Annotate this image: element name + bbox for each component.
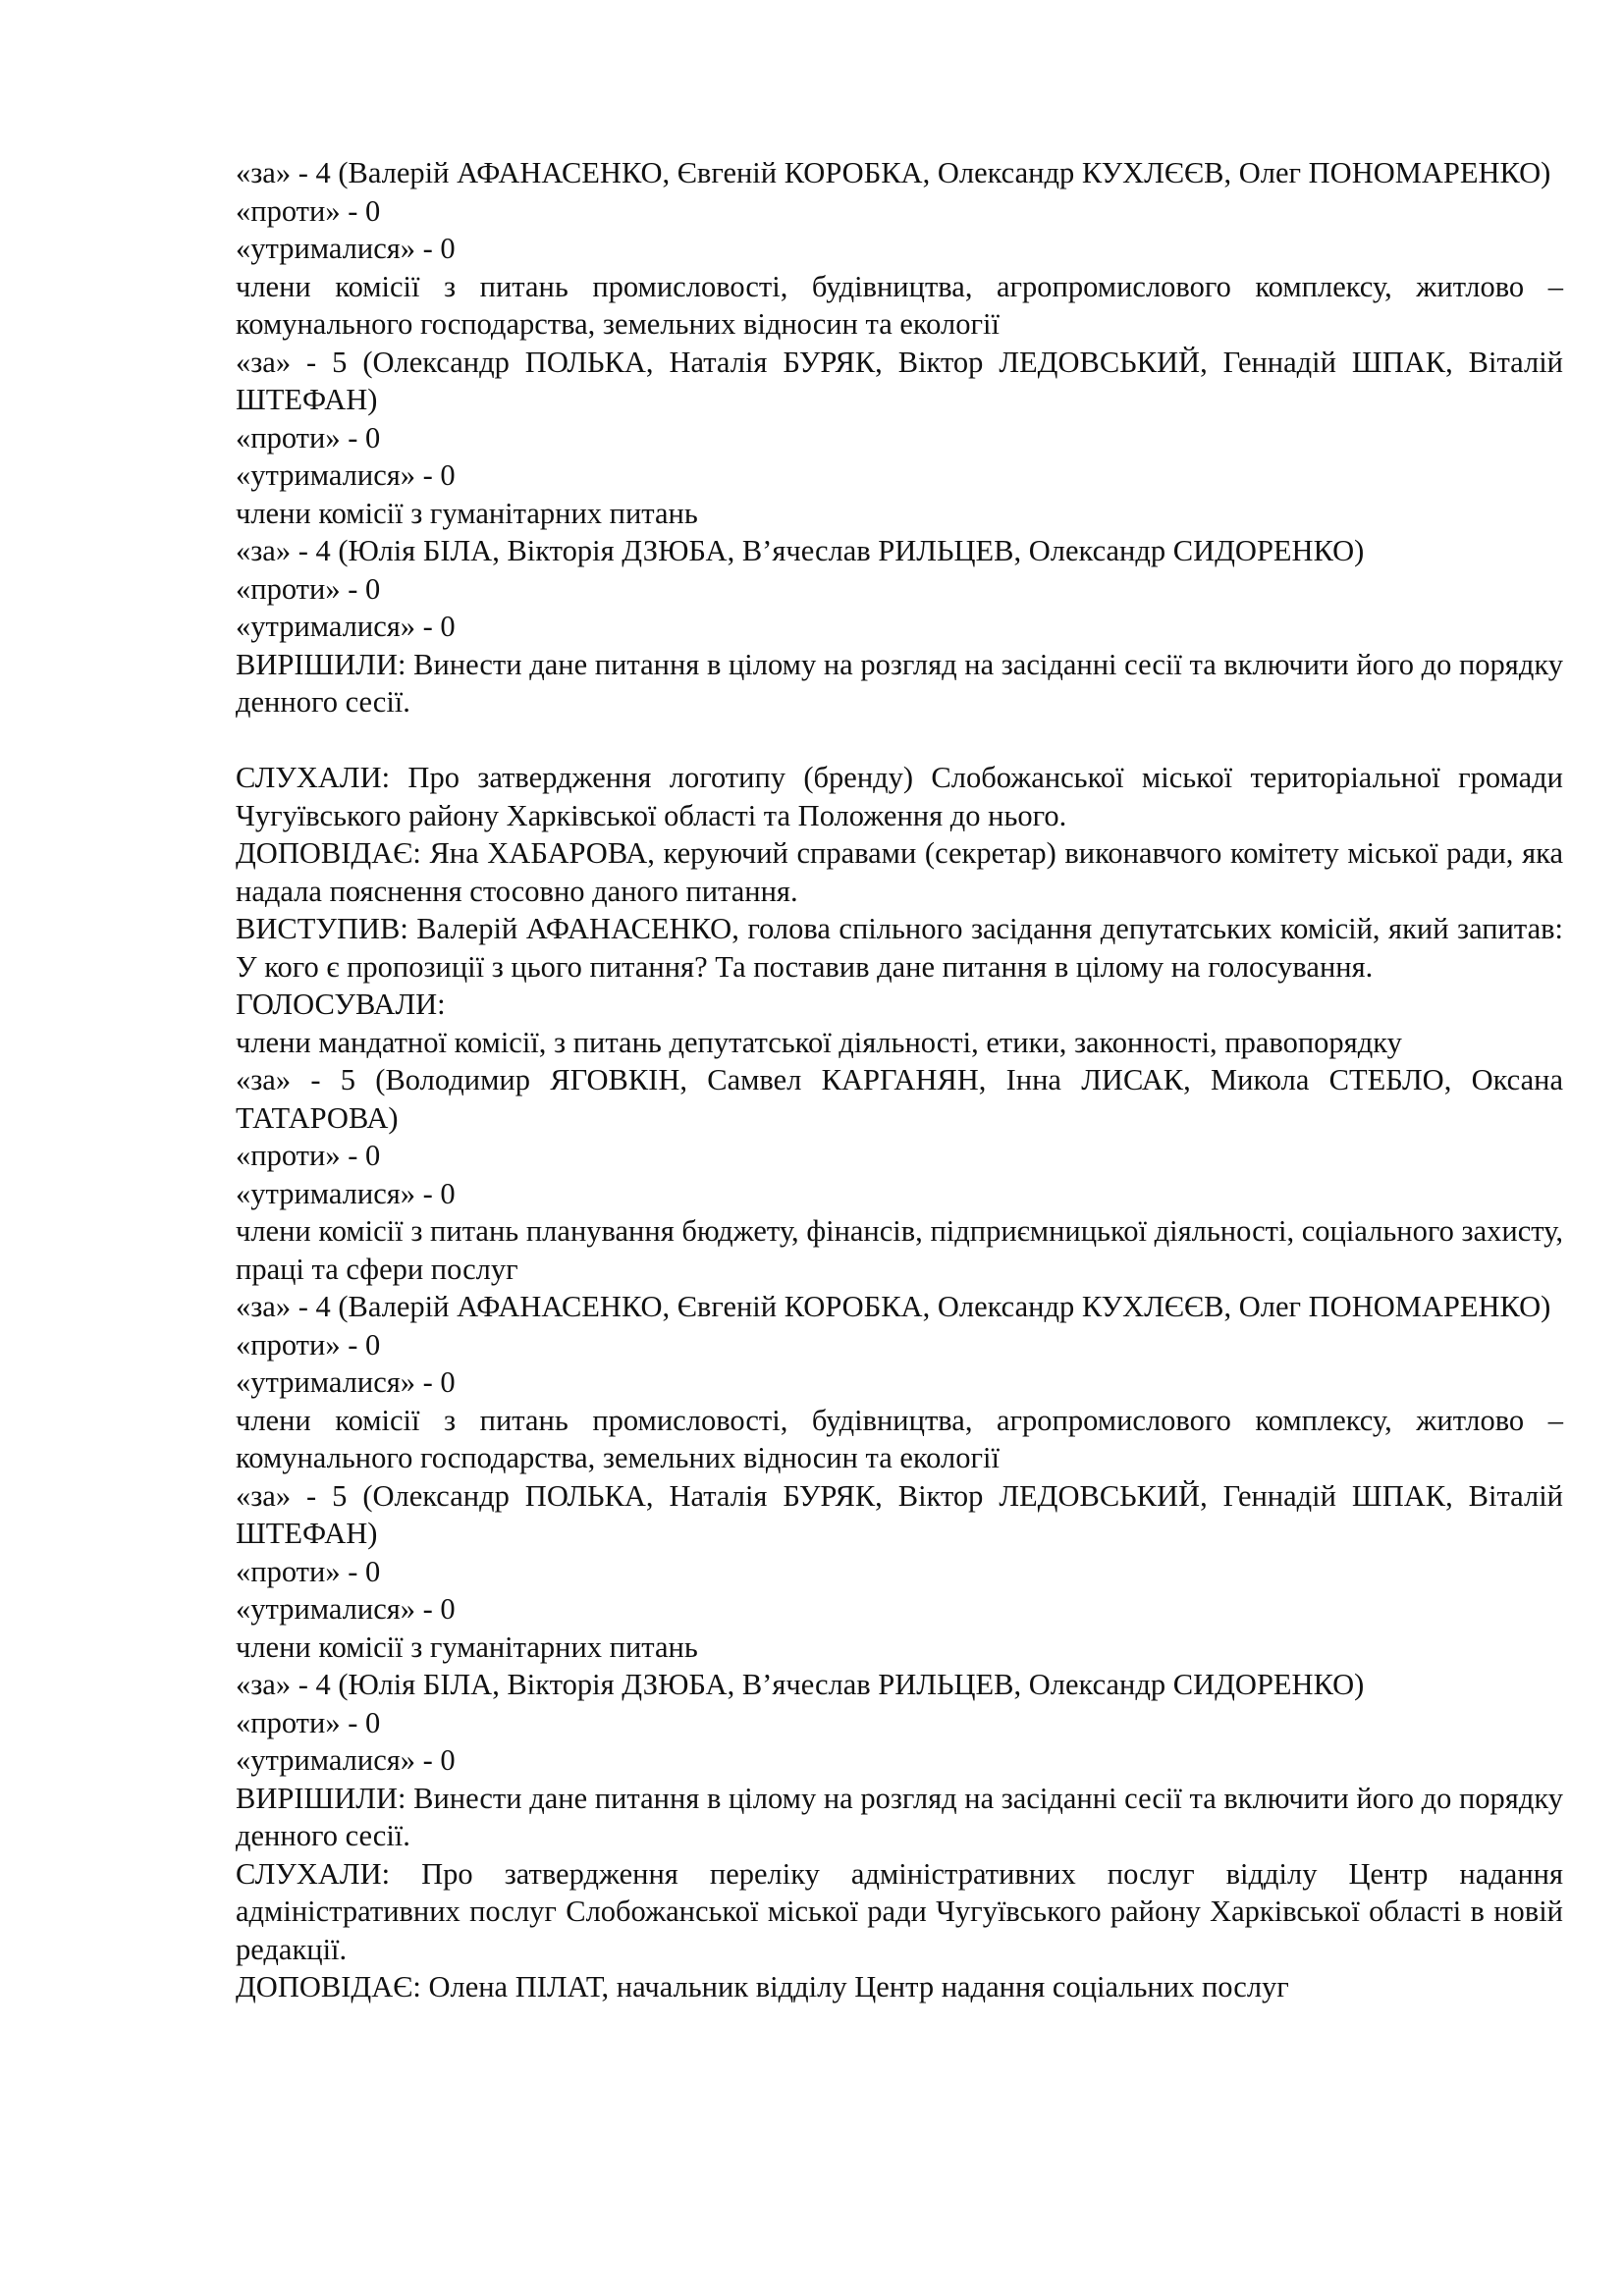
report-paragraph: ДОПОВІДАЄ: Яна ХАБАРОВА, керуючий справами (секретар) виконавчого комітету міської ради, яка надала пояснення стосовно даного питання. xyxy=(236,836,1563,908)
committee-heading: члени комісії з гуманітарних питань xyxy=(236,1629,698,1664)
vote-for-line: «за» - 5 (Олександр ПОЛЬКА, Наталія БУРЯК, Віктор ЛЕДОВСЬКИЙ, Геннадій ШПАК, Віталій ШТЕФАН) xyxy=(236,1478,1563,1550)
decision-paragraph: ВИРІШИЛИ: Винести дане питання в цілому на розгляд на засіданні сесії та включити його до порядку денного сесії. xyxy=(236,647,1563,719)
vote-against-line: «проти» - 0 xyxy=(236,1139,381,1172)
vote-for-line: «за» - 4 (Валерій АФАНАСЕНКО, Євгеній КОРОБКА, Олександр КУХЛЄЄВ, Олег ПОНОМАРЕНКО) xyxy=(236,156,1551,189)
speech-paragraph: ВИСТУПИВ: Валерій АФАНАСЕНКО, голова спільного засідання депутатських комісій, який запитав: У кого є пропозиції з цього питання? Та поставив дане питання в цілому на голосування. xyxy=(236,912,1563,984)
vote-for-line: «за» - 4 (Валерій АФАНАСЕНКО, Євгеній КОРОБКА, Олександр КУХЛЄЄВ, Олег ПОНОМАРЕНКО) xyxy=(236,1290,1551,1323)
vote-for-line: «за» - 4 (Юлія БІЛА, Вікторія ДЗЮБА, В’ячеслав РИЛЬЦЕВ, Олександр СИДОРЕНКО) xyxy=(236,1668,1365,1701)
paragraph-gap xyxy=(236,721,1563,760)
committee-heading: члени мандатної комісії, з питань депутатської діяльності, етики, законності, правопорядку xyxy=(236,1025,1402,1059)
report-paragraph: ДОПОВІДАЄ: Олена ПІЛАТ, начальник відділу Центр надання соціальних послуг xyxy=(236,1970,1289,2003)
decision-paragraph: ВИРІШИЛИ: Винести дане питання в цілому на розгляд на засіданні сесії та включити його до порядку денного сесії. xyxy=(236,1781,1563,1852)
vote-for-line: «за» - 5 (Володимир ЯГОВКІН, Самвел КАРГАНЯН, Інна ЛИСАК, Микола СТЕБЛО, Оксана ТАТАРОВА) xyxy=(236,1063,1563,1135)
heard-paragraph: СЛУХАЛИ: Про затвердження логотипу (бренду) Слобожанської міської територіальної громади Чугуївського району Харківської області та Положення до нього. xyxy=(236,761,1563,832)
document-body xyxy=(236,154,1563,2006)
vote-for-line: «за» - 4 (Юлія БІЛА, Вікторія ДЗЮБА, В’ячеслав РИЛЬЦЕВ, Олександр СИДОРЕНКО) xyxy=(236,534,1365,567)
vote-abstain-line: «утрималися» - 0 xyxy=(236,610,456,643)
vote-against-line: «проти» - 0 xyxy=(236,420,381,454)
voted-heading: ГОЛОСУВАЛИ: xyxy=(236,988,446,1021)
vote-abstain-line: «утрималися» - 0 xyxy=(236,232,456,265)
committee-heading: члени комісії з питань промисловості, будівництва, агропромислового комплексу, житлово – комунального господарства, земельних відносин та екології xyxy=(236,269,1563,341)
vote-against-line: «проти» - 0 xyxy=(236,1327,381,1362)
vote-abstain-line: «утрималися» - 0 xyxy=(236,1592,456,1626)
vote-against-line: «проти» - 0 xyxy=(236,571,381,606)
vote-abstain-line: «утрималися» - 0 xyxy=(236,458,456,492)
vote-abstain-line: «утрималися» - 0 xyxy=(236,1743,456,1777)
committee-heading: члени комісії з гуманітарних питань xyxy=(236,496,698,530)
vote-against-line: «проти» - 0 xyxy=(236,1705,381,1739)
heard-paragraph: СЛУХАЛИ: Про затвердження переліку адміністративних послуг відділу Центр надання адміністративних послуг Слобожанської міської ради Чугуївського району Харківської області в новій редакції. xyxy=(236,1856,1563,1966)
vote-for-line: «за» - 5 (Олександр ПОЛЬКА, Наталія БУРЯК, Віктор ЛЕДОВСЬКИЙ, Геннадій ШПАК, Віталій ШТЕФАН) xyxy=(236,345,1563,416)
committee-heading: члени комісії з питань промисловості, будівництва, агропромислового комплексу, житлово – комунального господарства, земельних відносин та екології xyxy=(236,1403,1563,1474)
vote-abstain-line: «утрималися» - 0 xyxy=(236,1176,456,1210)
vote-abstain-line: «утрималися» - 0 xyxy=(236,1365,456,1399)
vote-against-line: «проти» - 0 xyxy=(236,1554,381,1588)
vote-against-line: «проти» - 0 xyxy=(236,193,381,228)
committee-heading: члени комісії з питань планування бюджету, фінансів, підприємницької діяльності, соціального захисту, праці та сфери послуг xyxy=(236,1214,1563,1286)
